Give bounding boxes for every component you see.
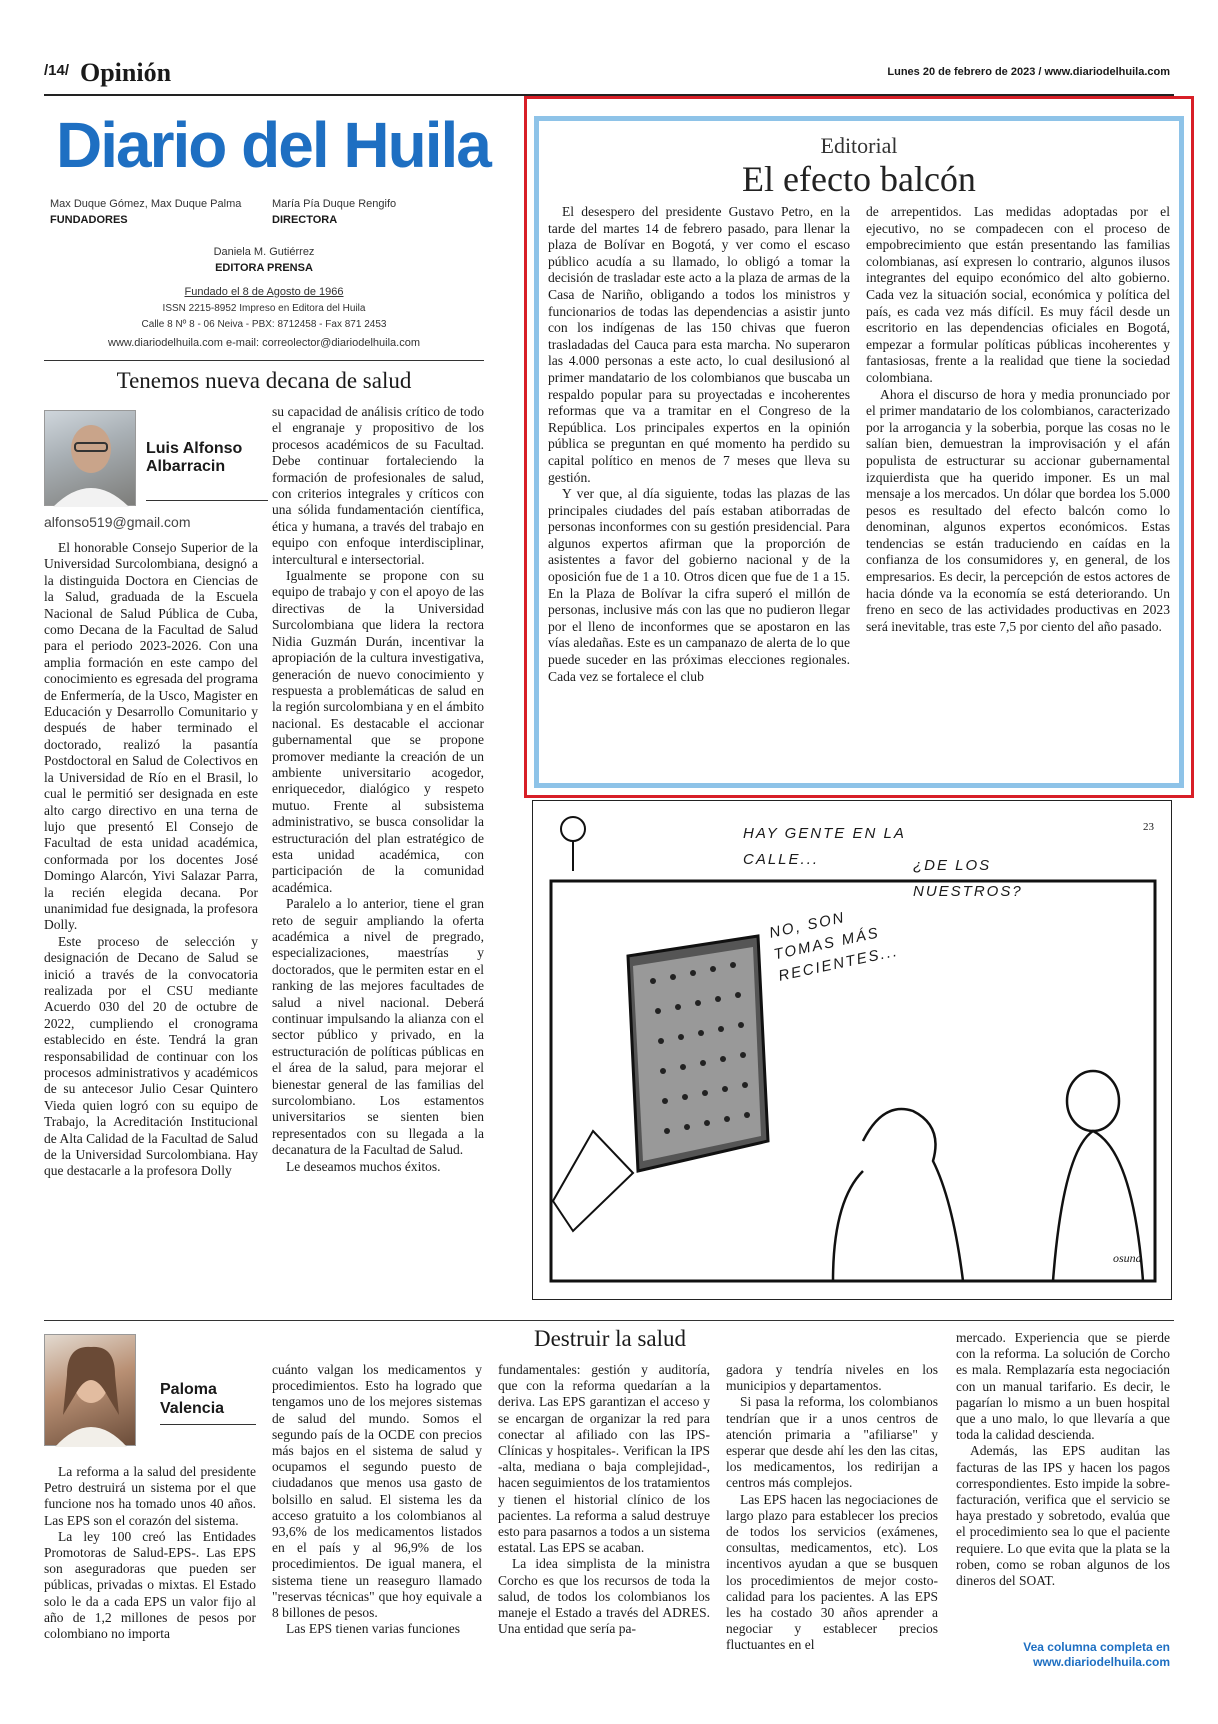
masthead-logo: Diario del Huila xyxy=(56,109,490,181)
address-line: Calle 8 Nº 8 - 06 Neiva - PBX: 8712458 - Fax 871 2453 xyxy=(141,319,387,330)
cartoon-speech-3: NO, SON TOMAS MÁS RECIENTES... xyxy=(767,909,901,985)
paragraph: Le deseamos muchos éxitos. xyxy=(286,1158,441,1174)
paragraph: Paralelo a lo anterior, tiene el gran reto de seguir ampliando la oferta académica a nivel de pregrado, especializaciones, maestrías y doctorados, que le permiten estar en el ranking de las mejores facultades de salud a nivel nacional. Deberá continuar impulsando la alianza con el sector público y privado, en la estructuración de políticas públicas en el área de la salud, para mejorar el bienestar general de las familias del surcolombiano. Los estamentos universitarios se sienten bien representados con su llegada a la decanatura de la Facultad de Salud. xyxy=(272,896,484,1158)
paragraph: Este proceso de selección y designación de Decano de Salud se inició a través de la convocatoria realizada por el CSU mediante Acuerdo 030 del 20 de octubre de 2022, cumpliendo el cronograma establecido en éste. Tendrá la gran responsabilidad de continuar con los procesos administrativos y académicos de su antecesor Julio Cesar Quintero Vieda quien logró con su equipo de Trabajo, la Acreditación Institucional de Alta Calidad de la Facultad de Salud de la Universidad Surcolombiana. Hay que destacarle a la profesora Dolly xyxy=(44,933,258,1179)
article-column-3 xyxy=(498,1362,710,1637)
paragraph: El desespero del presidente Gustavo Petro, en la tarde del martes 14 de febrero pasado, para llenar la plaza de Bolívar en Bogotá, y ver como el escaso público acudía a su llamado, lo obligó a tomar la decisión de trasladar este acto a la plaza de armas de la Casa de Nariño, obligando a todos los ministros y funcionarios de todas las dependencias a asistir junto con los indígenas de las 150 chivas que fueron trasladadas del Cauca para esta marcha. No superaron las 4.000 personas a este acto, lo cual desilusionó al primer mandatario de los colombianos que buscaba un respaldo popular para su proyectadas e incoherentes reformas que va a tramitar en el Congreso de la República. Los principales expertos en la opinión pública se preguntan en qué momento ha perdido su capital político en menos de 7 meses que lleva su gestión. xyxy=(548,204,850,485)
paragraph: cuánto valgan los medicamentos y procedimientos. Esto ha logrado que tengamos uno de los mejores sistemas de salud del mundo. Somos el segundo país de la OCDE con precios más bajos en el sistema de salud y ocupamos el segundo puesto de ciudadanos que menos usa gasto de bolsillo en salud. El sistema les da acceso gratuito a los colombianos al 93,6% de los medicamentos listados en el país y al 96,9% de los procedimientos. De igual manera, el sistema tiene un reaseguro llamado "reservas técnicas" que hoy equivale a 8 billones de pesos. xyxy=(272,1362,482,1621)
paragraph: Además, las EPS auditan las facturas de las IPS y hacen los pagos correspondientes. Esto impide la sobre-facturación, verifica que el servicio se haya prestado y sobretodo, evalúa que el procedimiento sea lo que el paciente requiere. Lo que evita que la plata se la roben, como se roban algunos de los dineros del SOAT. xyxy=(956,1443,1170,1589)
contact-line: www.diariodelhuila.com e-mail: correolector@diariodelhuila.com xyxy=(108,337,420,349)
paragraph: Las EPS hacen las negociaciones de largo plazo para establecer los precios de todos los servicios (exámenes, consultas, medicamentos, etc). Los incentivos ayudan a que se busquen los procedimientos de mejor costo-calidad para los pacientes. A las EPS les ha costado 30 años aprender a negociar y establecer precios fluctuantes en el xyxy=(726,1491,938,1653)
masthead-rule xyxy=(44,360,484,361)
editor-name: Daniela M. Gutiérrez xyxy=(213,246,315,258)
cartoon-speech-2: ¿DE LOS NUESTROS? xyxy=(913,857,1023,900)
author-photo xyxy=(44,1334,136,1446)
paragraph: Las EPS tienen varias funciones xyxy=(286,1621,460,1637)
editorial-column-1 xyxy=(548,204,850,685)
article-column-1 xyxy=(44,1464,256,1642)
cartoon-number: 23 xyxy=(1143,821,1154,833)
editor-label: EDITORA PRENSA xyxy=(215,262,313,274)
paragraph: de arrepentidos. Las medidas adoptadas por el ejecutivo, no se compadecen con el proceso de empobrecimiento que están presentando las familias colombianas, así expresen lo contrario, algunos ilusos integrantes del equipo económico del alto gobierno. Cada vez la situación social, económica y política del país, es cada vez más difícil. Es muy fácil desde un escritorio en las dependencias oficiales en Bogotá, empezar a formular políticas públicas incoherentes y fantasiosas, frente a la realidad que tiene la sociedad colombiana. xyxy=(866,204,1170,385)
issn-line: ISSN 2215-8952 Impreso en Editora del Huila xyxy=(162,303,366,314)
founded-date: Fundado el 8 de Agosto de 1966 xyxy=(184,286,344,298)
paragraph: su capacidad de análisis crítico de todo el engranaje y propositivo de los procesos académicos de su Facultad. Debe continuar fortaleciendo la formación de profesionales de salud, con criterios integrales y críticos con una sólida fundamentación científica, ética y humana, a través del trabajo en equipo con enfoque interdisciplinar, intercultural e intersectorial. xyxy=(272,404,484,567)
paragraph: Y ver que, al día siguiente, todas las plazas de las principales ciudades del país estaban atiborradas de personas inconformes con su gestión presidencial. Para algunos expertos afirman que la proporción de asistentes a favor del gobierno nacional y de la oposición fue de 1 a 10. Otros dicen que fue de 1 a 15. En la Plaza de Bolívar la cifra superó el millón de personas, inclusive más con las que no pudieron llegar por el lleno de inconformes que se apostaron en las vías aledañas. Este es un campanazo de alerta de lo que puede suceder en las próximas elecciones regionales. Cada vez se fortalece el club xyxy=(548,486,850,684)
cartoon-signature: osuna xyxy=(1113,1251,1142,1265)
paragraph: Igualmente se propone con su equipo de trabajo y con el apoyo de las directivas de la Universidad Surcolombiana que lidera la rectora Nidia Guzmán Durán, incentivar la apropiación de la cultura investigativa, generación de nuevo conocimiento y respuesta a problemáticas de salud en la región surcolombiana y en el ámbito nacional. Es destacable el accionar gubernamental que se propone promover mediante la creación de un ambiente universitario acogedor, enriquecedor, dialógico y respeto mutuo. Frente al subsistema administrativo, se busca consolidar la estructuración del plan estratégico de esta unidad académica, con participación de la comunidad académica. xyxy=(272,568,484,895)
author-name: Luis Alfonso Albarracin xyxy=(146,440,243,475)
article-column-5 xyxy=(956,1330,1170,1589)
paragraph: gadora y tendría niveles en los municipios y departamentos. xyxy=(726,1362,938,1394)
founders-names: Max Duque Gómez, Max Duque Palma xyxy=(50,198,242,210)
article-column-2 xyxy=(272,1362,482,1637)
paragraph: La ley 100 creó las Entidades Promotoras de Salud-EPS-. Las EPS son aseguradoras que pueden ser públicas, privadas o mixtas. El Estado solo le da a cada EPS un valor fijo al año de 1,2 millones de pesos por colombiano no importa xyxy=(44,1528,256,1642)
article-column-1 xyxy=(44,540,258,1180)
founders-label: FUNDADORES xyxy=(50,214,128,226)
editorial-label: Editorial xyxy=(820,133,898,158)
section-title: Opinión xyxy=(80,58,172,87)
author-rule xyxy=(146,500,268,501)
editorial-title: El efecto balcón xyxy=(742,159,976,199)
article-title: Destruir la salud xyxy=(533,1326,686,1351)
director-name: María Pía Duque Rengifo xyxy=(272,198,397,210)
page-number: /14/ xyxy=(44,62,70,79)
cartoon-speech-1: HAY GENTE EN LA CALLE... xyxy=(743,825,906,868)
paragraph: Si pasa la reforma, los colombianos tendrían que ir a unos centros de atención primaria a "afiliarse" y esperar que desde ahí les den las citas, los medicamentos, los redirijan a centros más complejos. xyxy=(726,1394,938,1491)
paragraph: fundamentales: gestión y auditoría, que con la reforma quedarían a la deriva. Las EPS garantizan el acceso y se encargan de organizar la red para conectar al afiliado con las IPS-Clínicas y hospitales-. Verifican la IPS -alta, mediana o baja complejidad-, hacen seguimientos de los tratamientos y tienen el historial clínico de los pacientes. La reforma a salud destruye esto para pasarnos a todos a un sistema estatal. Las EPS se acaban. xyxy=(498,1362,710,1556)
editorial-column-2 xyxy=(866,204,1170,635)
paragraph: Ahora el discurso de hora y media pronunciado por el primer mandatario de los colombianos, caracterizado por la arrogancia y la soberbia, porque las cosas no le salían bien, demuestran la improvisación y el afán populista de estructurar su accionar gubernamental izquierdista que ha querido imponer. Es un mal mensaje a los mercados. Un dólar que bordea los 5.000 pesos es resultado del efecto balcón como lo denominan, algunos expertos económicos. Estas tendencias se están traduciendo en caídas en la confianza de los consumidores y, en general, de los empresarios. Es decir, la percepción de estos actores de hacia dónde va la economía se está deteriorando. Un freno en seco de las actividades productivas en 2023 será inevitable, tras este 7,5 por ciento del año pasado. xyxy=(866,386,1170,634)
author-email[interactable]: alfonso519@gmail.com xyxy=(44,514,191,530)
author-photo xyxy=(44,410,136,506)
dateline: Lunes 20 de febrero de 2023 / www.diariodelhuila.com xyxy=(887,66,1170,78)
paragraph: La reforma a la salud del presidente Petro destruirá un sistema por el que funcione nos ha tomado unos 40 años. Las EPS son el corazón del sistema. xyxy=(44,1464,256,1528)
read-more-link[interactable]: Vea columna completa en www.diariodelhuila.com xyxy=(1023,1640,1170,1669)
paragraph: mercado. Experiencia que se pierde con la reforma. La solución de Corcho es mala. Remplazaría esta negociación con un manual tarifario. Es decir, le pagarían lo mismo a un buen hospital que a uno malo, lo que llevaría a que toda la calidad descienda. xyxy=(956,1330,1170,1443)
cartoon xyxy=(532,800,1172,1300)
paragraph: La idea simplista de la ministra Corcho es que los recursos de toda la salud, de todos los colombianos los maneje el Estado a través del ADRES. Una entidad que sería pa- xyxy=(498,1556,710,1637)
article-column-2 xyxy=(272,404,484,1175)
director-label: DIRECTORA xyxy=(272,214,338,226)
desk-lamp-icon xyxy=(561,817,585,871)
paragraph: El honorable Consejo Superior de la Universidad Surcolombiana, designó a la distinguida Doctora en Ciencias de la Salud, graduada de la Escuela Nacional de Salud Pública de Cuba, como Decana de la Facultad de Salud para el periodo 2023-2026. Con una amplia formación en este campo del conocimiento es egresada del programa de Enfermería, de la Usco, Magister en Educación y Desarrollo Comunitario y después de haber terminado el doctorado, realizó la pasantía Postdoctoral en Salud de Colectivos en la Universidad de Río en el Brasil, lo cual le permitió ser designada en este alto cargo directivo en una terna de lujo que presentó El Consejo de Facultad de esta unidad académica, conformada por los docentes José Domingo Alarcón, Yivi Salazar Parra, la recién elegida decana. Por unanimidad fue designada, la profesora Dolly. xyxy=(44,540,258,933)
author-name: Paloma Valencia xyxy=(160,1381,225,1417)
article-column-4 xyxy=(726,1362,938,1654)
article-title: Tenemos nueva decana de salud xyxy=(116,368,412,393)
author-rule xyxy=(160,1424,256,1425)
section-rule xyxy=(44,1320,1174,1321)
